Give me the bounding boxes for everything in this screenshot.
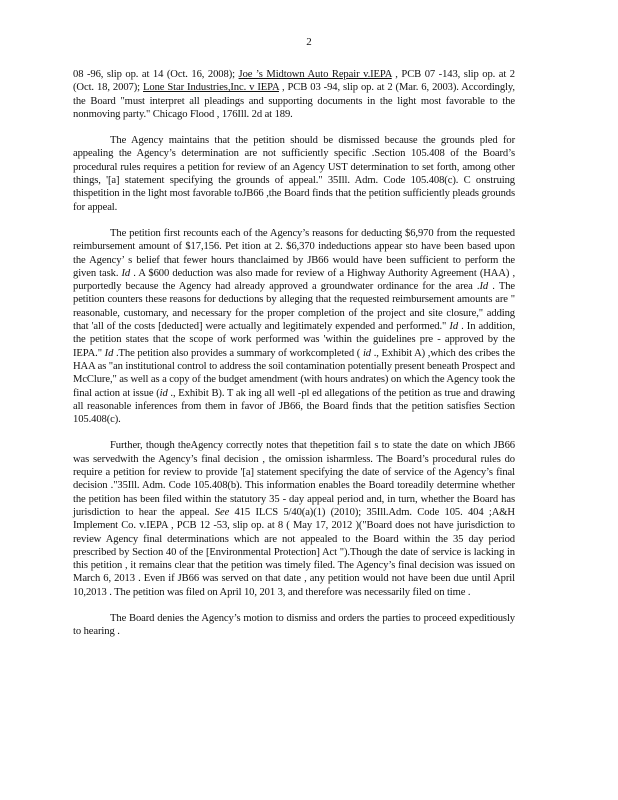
- paragraph-text: The Agency maintains that the petition should be dismissed because the grounds pled for appealing the Agency’s determination are not sufficiently specific .Section 105.408 of the Board’s procedural rules requires a petition for review of an Agency UST determination to set forth, among other things, '[a] statement specifying the grounds of appeal." 35Ill. Adm. Code 105.408(c). C onstruing thispetition in the light most favorable toJB66 ,the Board finds that the petition sufficiently pleads grounds for appeal.: [73, 135, 515, 213]
- page-number: 2: [306, 36, 312, 48]
- case-citation: Joe ’s Midtown Auto Repair v.IEPA: [238, 69, 392, 80]
- paragraph: [73, 227, 515, 426]
- paragraph: [73, 439, 515, 599]
- citation-signal: See: [214, 506, 230, 518]
- paragraph-text: ., Exhibit B). T ak ing all well -pl ed allegations of the petition as true and drawing all reasonable inferences from them in favor of JB66, the Board finds that the petition satisfies Section 105.408(c).: [73, 387, 515, 426]
- paragraph-text: , PCB 07 -143, slip op. at 2 (Oct. 18, 2007);: [73, 69, 515, 94]
- paragraph-text: . In addition, the petition states that the scope of work performed was 'within the guidelines pre - approved by the IEPA.": [73, 321, 515, 359]
- citation-signal: Id: [449, 321, 459, 333]
- citation-signal: Id: [479, 281, 489, 293]
- paragraph-text: The Board denies the Agency’s motion to dismiss and orders the parties to proceed expeditiously to hearing .: [73, 612, 515, 638]
- citation-signal: Id: [104, 347, 114, 359]
- paragraph-text: .The petition also provides a summary of workcompleted (: [113, 347, 363, 359]
- paragraph-text: Further, though theAgency correctly notes that thepetition fail s to state the date on which JB66 was servedwith the Agency’s final decision , the omission isharmless. The Board’s procedural rules do require a petition for review to provide '[a] statement specifying the date of service of the Agency’s final decision ."35Ill. Adm. Code 105.408(b). This information enables the Board toreadily determine whether the petition has been filed within the statutory 35 - day appeal period and, in turn, whether the Board has jurisdiction to hear the appeal.: [73, 440, 515, 518]
- paragraph-text: . A $600 deduction was also made for review of a Highway Authority Agreement (HAA) , purportedly because the Agency had already approved a groundwater ordinance for the area .: [73, 267, 515, 293]
- paragraph-text: ., Exhibit A) ,which des cribes the HAA as "an institutional control to address the soil contamination potentially present beneath Prospect and McClure," as well as a copy of the budget amendment (with hours andrates) on which the Agency took the final action at issue (: [73, 347, 515, 399]
- case-citation: Lone Star Industries,Inc. v IEPA: [143, 82, 279, 94]
- paragraph-text: 08 -96, slip op. at 14 (Oct. 16, 2008);: [73, 69, 239, 80]
- paragraph-text: . The petition counters these reasons for deductions by alleging that the requested reimbursement amounts are " reasonable, customary, and necessary for the proper completion of the project and site closure," adding that 'all of the costs [deducted] were actually and legitimately expended and performed.": [73, 281, 515, 333]
- paragraph-text: The petition first recounts each of the Agency’s reasons for deducting $6,970 from the requested reimbursement amount of $17,156. Pet ition at 2. $6,370 indeductions appear sto have been based upon the Agency’ s belief that fewer hours thanclaimed by JB66 would have been sufficient to perform the given task.: [73, 227, 515, 279]
- paragraph-text: , PCB 03 -94, slip op. at 2 (Mar. 6, 2003). Accordingly, the Board "must interpret all pleadings and supporting documents in the light most favorable to the nonmoving party." Chicago Flood , 176Ill. 2d at 189.: [73, 82, 515, 120]
- body-text: [73, 68, 515, 652]
- paragraph: [73, 612, 515, 639]
- citation-signal: id: [362, 347, 371, 359]
- citation-signal: Id: [121, 267, 131, 279]
- paragraph-text: 415 ILCS 5/40(a)(1) (2010); 35Ill.Adm. Code 105. 404 ;A&H Implement Co. v.IEPA , PCB 12 -53, slip op. at 8 ( May 17, 2012 )("Board does not have jurisdiction to review Agency final determinations which are not appealed to the Board within the 35 day period prescribed by Section 40 of the [Environmental Protection] Act ").Though the date of service is lacking in this petition , it remains clear that the petition was timely filed. The Agency’s final decision was issued on March 6, 2013 . Even if JB66 was served on that date , any petition would not have been due until April 10,2013 . The petition was filed on April 10, 201 3, and therefore was necessarily filed on time .: [73, 506, 515, 598]
- paragraph: [73, 68, 515, 121]
- paragraph: [73, 134, 515, 214]
- citation-signal: id: [159, 387, 168, 399]
